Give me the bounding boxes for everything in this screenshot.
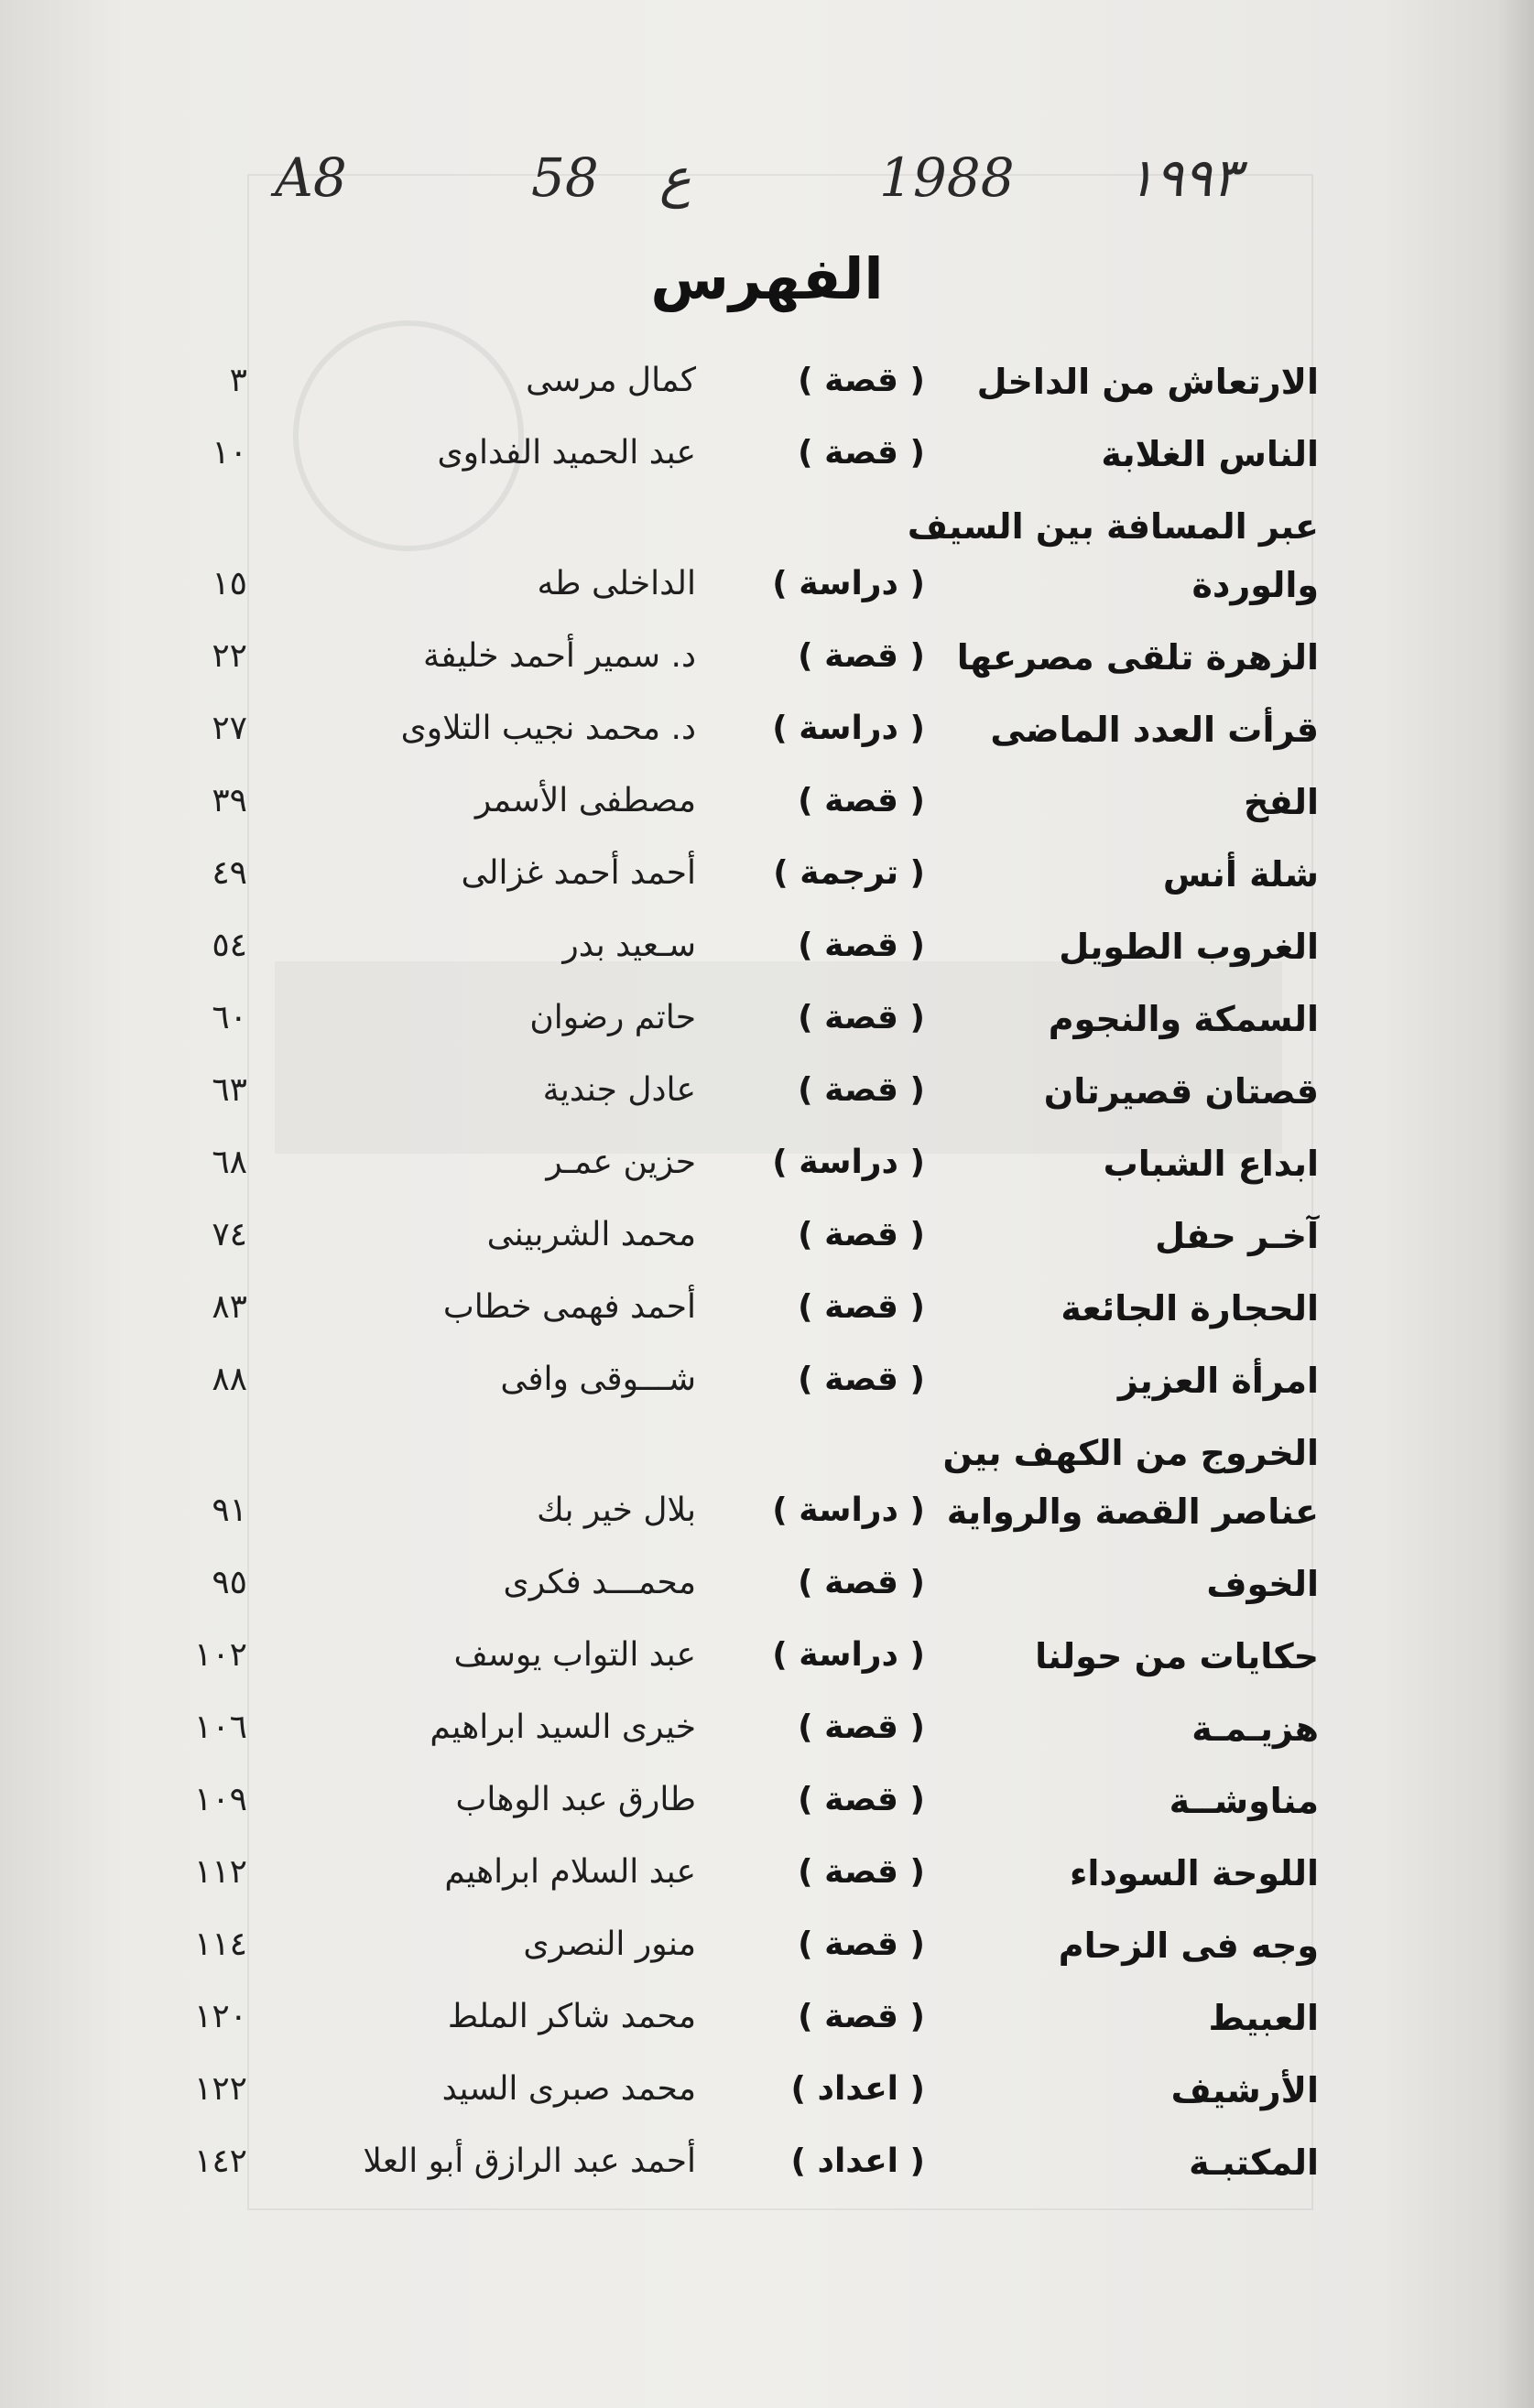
toc-row [119, 362, 1328, 434]
entry-page-number: ١٢٢ [193, 2070, 247, 2108]
entry-title: وجه فى الزحام [1058, 1925, 1319, 1966]
entry-title: ابداع الشباب [1103, 1144, 1319, 1184]
entry-author: مصطفى الأسمر [474, 782, 696, 819]
entry-title: السمكة والنجوم [1048, 999, 1319, 1039]
toc-row [119, 1636, 1328, 1708]
entry-author: محمد صبرى السيد [441, 2070, 696, 2108]
entry-title: عناصر القصة والرواية [946, 1491, 1319, 1532]
entry-title: العبيط [1208, 1998, 1319, 2038]
entry-author: د. سمير أحمد خليفة [422, 637, 696, 675]
entry-page-number: ١٠٦ [193, 1708, 247, 1746]
entry-author: د. محمد نجيب التلاوى [400, 710, 696, 747]
entry-title: مناوشــة [1169, 1781, 1319, 1821]
entry-author: عادل جندية [542, 1071, 696, 1109]
handwritten-note: 58 [531, 146, 599, 209]
entry-title: الارتعاش من الداخل [976, 362, 1319, 402]
entry-title: الأرشيف [1170, 2070, 1319, 2110]
entry-title: المكتبـة [1189, 2142, 1319, 2183]
entry-type: ( دراسة ) [772, 1144, 925, 1181]
toc-row [119, 1071, 1328, 1144]
entry-type: ( قصة ) [798, 1998, 925, 2035]
entry-type: ( قصة ) [798, 362, 925, 399]
toc-row [119, 637, 1328, 710]
entry-page-number: ٣ [229, 362, 247, 399]
toc-row [119, 1564, 1328, 1636]
entry-page-number: ٦٣ [212, 1071, 247, 1109]
entry-type: ( قصة ) [798, 1853, 925, 1891]
entry-title: حكايات من حولنا [1035, 1636, 1319, 1676]
entry-page-number: ٢٧ [212, 710, 247, 747]
entry-type: ( قصة ) [798, 927, 925, 964]
entry-page-number: ٥٤ [212, 927, 247, 964]
entry-page-number: ٤٩ [212, 854, 247, 892]
entry-page-number: ١٥ [212, 565, 247, 602]
toc-row [119, 1433, 1328, 1491]
entry-type: ( قصة ) [798, 1708, 925, 1746]
entry-author: طارق عبد الوهاب [455, 1781, 696, 1818]
entry-title: الناس الغلابة [1101, 434, 1319, 474]
entry-author: كمال مرسى [526, 362, 696, 399]
entry-page-number: ٢٢ [212, 637, 247, 675]
table-of-contents [119, 362, 1328, 2215]
entry-author: أحمد فهمى خطاب [442, 1288, 696, 1326]
toc-row [119, 1144, 1328, 1216]
page-title: الفهرس [650, 245, 884, 312]
toc-row [119, 1288, 1328, 1361]
entry-author: شـــوقى وافى [500, 1361, 696, 1398]
toc-row [119, 999, 1328, 1071]
entry-type: ( قصة ) [798, 1925, 925, 1963]
entry-title: آخـر حفل [1155, 1216, 1319, 1256]
entry-title: اللوحة السوداء [1069, 1853, 1319, 1893]
entry-title: الحجارة الجائعة [1061, 1288, 1319, 1329]
entry-page-number: ٦٠ [212, 999, 247, 1036]
toc-row [119, 2070, 1328, 2142]
page-edge-shadow [1497, 0, 1534, 2408]
entry-title: الفخ [1243, 782, 1319, 822]
entry-author: خيرى السيد ابراهيم [430, 1708, 696, 1746]
entry-page-number: ٩١ [212, 1491, 247, 1529]
entry-page-number: ١١٢ [193, 1853, 247, 1891]
toc-row [119, 2142, 1328, 2215]
entry-type: ( قصة ) [798, 782, 925, 819]
entry-type: ( قصة ) [798, 1564, 925, 1601]
entry-type: ( دراسة ) [772, 710, 925, 747]
entry-author: أحمد عبد الرازق أبو العلا [363, 2142, 696, 2180]
handwritten-note: 1988 [879, 146, 1015, 209]
entry-author: بلال خير بك [537, 1491, 696, 1529]
entry-page-number: ١٤٢ [193, 2142, 247, 2180]
entry-title: قصتان قصيرتان [1043, 1071, 1319, 1112]
entry-author: سـعيد بدر [562, 927, 696, 964]
entry-page-number: ٨٨ [212, 1361, 247, 1398]
entry-type: ( قصة ) [798, 1071, 925, 1109]
entry-type: ( قصة ) [798, 1361, 925, 1398]
entry-type: ( دراسة ) [772, 565, 925, 602]
entry-type: ( اعداد ) [790, 2070, 925, 2108]
entry-author: الداخلى طه [537, 565, 696, 602]
entry-type: ( قصة ) [798, 1216, 925, 1253]
entry-page-number: ٦٨ [212, 1144, 247, 1181]
entry-type: ( قصة ) [798, 1781, 925, 1818]
entry-title: الخروج من الكهف بين [942, 1433, 1319, 1473]
entry-title: الزهرة تلقى مصرعها [956, 637, 1319, 678]
toc-row [119, 854, 1328, 927]
entry-type: ( اعداد ) [790, 2142, 925, 2180]
entry-title: والوردة [1191, 565, 1319, 605]
toc-row [119, 927, 1328, 999]
entry-page-number: ١٠٢ [193, 1636, 247, 1674]
toc-row [119, 506, 1328, 565]
toc-row [119, 782, 1328, 854]
entry-type: ( دراسة ) [772, 1636, 925, 1674]
entry-type: ( دراسة ) [772, 1491, 925, 1529]
entry-page-number: ٧٤ [212, 1216, 247, 1253]
entry-author: محمد الشربينى [486, 1216, 696, 1253]
entry-author: حاتم رضوان [529, 999, 696, 1036]
entry-page-number: ٣٩ [212, 782, 247, 819]
entry-page-number: ١٠٩ [193, 1781, 247, 1818]
entry-author: محمـــد فكرى [503, 1564, 696, 1601]
entry-author: عبد التواب يوسف [453, 1636, 696, 1674]
handwritten-note: ع [659, 146, 691, 209]
toc-row [119, 1708, 1328, 1781]
entry-page-number: ١٠ [212, 434, 247, 472]
entry-title: هزيـمـة [1191, 1708, 1319, 1749]
toc-row [119, 1216, 1328, 1288]
toc-row [119, 710, 1328, 782]
entry-title: امرأة العزيز [1117, 1361, 1319, 1401]
toc-row [119, 1491, 1328, 1564]
toc-row [119, 1361, 1328, 1433]
toc-row [119, 565, 1328, 637]
toc-row [119, 1998, 1328, 2070]
entry-type: ( قصة ) [798, 434, 925, 472]
handwritten-notes [275, 146, 1264, 229]
toc-row [119, 1853, 1328, 1925]
handwritten-note: A8 [275, 146, 347, 209]
entry-title: قرأت العدد الماضى [990, 710, 1319, 750]
entry-author: عبد الحميد الفداوى [437, 434, 696, 472]
entry-title: الغروب الطويل [1059, 927, 1319, 967]
entry-type: ( قصة ) [798, 999, 925, 1036]
entry-author: محمد شاكر الملط [447, 1998, 696, 2035]
entry-title: عبر المسافة بين السيف [907, 506, 1319, 547]
toc-row [119, 1925, 1328, 1998]
entry-page-number: ١١٤ [193, 1925, 247, 1963]
toc-row [119, 1781, 1328, 1853]
entry-page-number: ٩٥ [212, 1564, 247, 1601]
entry-type: ( ترجمة ) [773, 854, 925, 892]
entry-author: عبد السلام ابراهيم [444, 1853, 696, 1891]
entry-author: منور النصرى [523, 1925, 696, 1963]
toc-row [119, 434, 1328, 506]
entry-type: ( قصة ) [798, 1288, 925, 1326]
entry-author: أحمد أحمد غزالى [461, 854, 696, 892]
entry-title: الخوف [1206, 1564, 1319, 1604]
entry-type: ( قصة ) [798, 637, 925, 675]
entry-author: حزين عمـر [546, 1144, 696, 1181]
entry-page-number: ٨٣ [212, 1288, 247, 1326]
entry-title: شلة أنس [1162, 854, 1319, 895]
entry-page-number: ١٢٠ [193, 1998, 247, 2035]
handwritten-note: ١٩٩٣ [1126, 146, 1241, 209]
